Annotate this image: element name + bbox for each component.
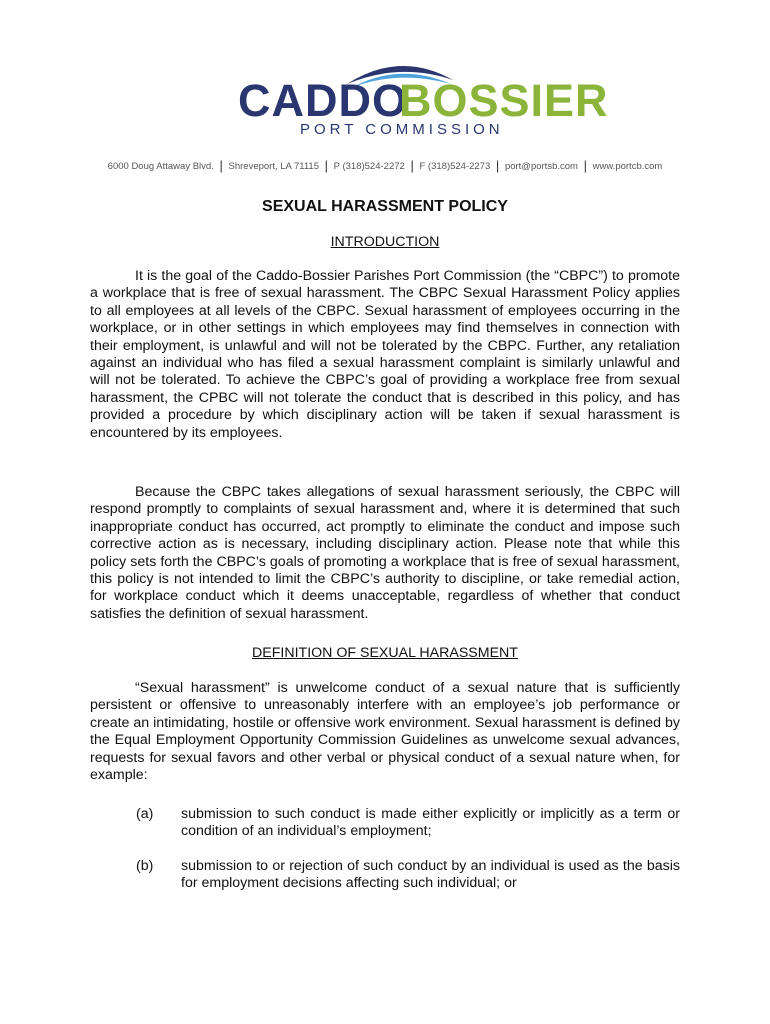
separator: | bbox=[583, 158, 587, 173]
definition-paragraph: “Sexual harassment” is unwelcome conduct of a sexual nature that is sufficiently persistent or offensive to unreasonably interfere with an employee’s job performance or create an intimidating, hostile or offensive work environment. Sexual harassment is defined by the Equal Employment Opportunity Commission Guidelines as unwelcome sexual advances, requests for sexual favors and other verbal or physical conduct of a sexual nature when, for example: bbox=[90, 680, 680, 784]
contact-city: Shreveport, LA 71115 bbox=[228, 161, 319, 172]
separator: | bbox=[219, 158, 223, 173]
list-item-label: (a) bbox=[136, 806, 154, 822]
separator: | bbox=[324, 158, 329, 173]
section-heading-definition: DEFINITION OF SEXUAL HARASSMENT bbox=[252, 645, 518, 661]
contact-line bbox=[0, 158, 770, 173]
intro-paragraph-1: It is the goal of the Caddo-Bossier Parishes Port Commission (the “CBPC”) to promote a workplace that is free of sexual harassment. The CBPC Sexual Harassment Policy applies to all employees at all levels of the CBPC. Sexual harassment of employees occurring in the workplace, or in other settings in which employees may find themselves in connection with their employment, is unlawful and will not be tolerated by the CBPC. Further, any retaliation against an individual who has filed a sexual harassment complaint is similarly unlawful and will not be tolerated. To achieve the CBPC’s goal of providing a workplace free from sexual harassment, the CPBC will not tolerate the conduct that is described in this policy, and has provided a procedure by which disciplinary action will be taken if sexual harassment is encountered by its employees. bbox=[90, 268, 680, 441]
list-item-label: (b) bbox=[136, 858, 154, 874]
letterhead-logo bbox=[0, 58, 770, 144]
list-item-text: submission to or rejection of such conduct by an individual is used as the basis for employment decisions affecting such individual; or bbox=[181, 858, 680, 892]
logo-word-caddo: CADDO bbox=[238, 75, 408, 126]
contact-email[interactable]: port@portsb.com bbox=[504, 161, 578, 172]
separator: | bbox=[495, 158, 500, 173]
contact-address: 6000 Doug Attaway Blvd. bbox=[107, 161, 214, 172]
list-item-text: submission to such conduct is made either explicitly or implicitly as a term or condition of an individual’s employment; bbox=[181, 806, 680, 840]
logo-word-bossier: BOSSIER bbox=[399, 75, 609, 126]
logo-subtitle: PORT COMMISSION bbox=[300, 121, 504, 138]
separator: | bbox=[410, 158, 414, 173]
contact-website[interactable]: www.portcb.com bbox=[592, 161, 663, 172]
document-title: SEXUAL HARASSMENT POLICY bbox=[262, 198, 508, 215]
contact-phone: P (318)524-2272 bbox=[333, 161, 405, 172]
contact-fax: F (318)524-2273 bbox=[419, 161, 491, 172]
section-heading-introduction: INTRODUCTION bbox=[330, 234, 440, 250]
intro-paragraph-2: Because the CBPC takes allegations of sexual harassment seriously, the CBPC will respond promptly to complaints of sexual harassment and, where it is determined that such inappropriate conduct has occurred, act promptly to eliminate the conduct and impose such corrective action as is necessary, including disciplinary action. Please note that while this policy sets forth the CBPC’s goals of promoting a workplace that is free of sexual harassment, this policy is not intended to limit the CBPC’s authority to discipline, or take remedial action, for workplace conduct which it deems unacceptable, regardless of whether that conduct satisfies the definition of sexual harassment. bbox=[90, 484, 680, 622]
